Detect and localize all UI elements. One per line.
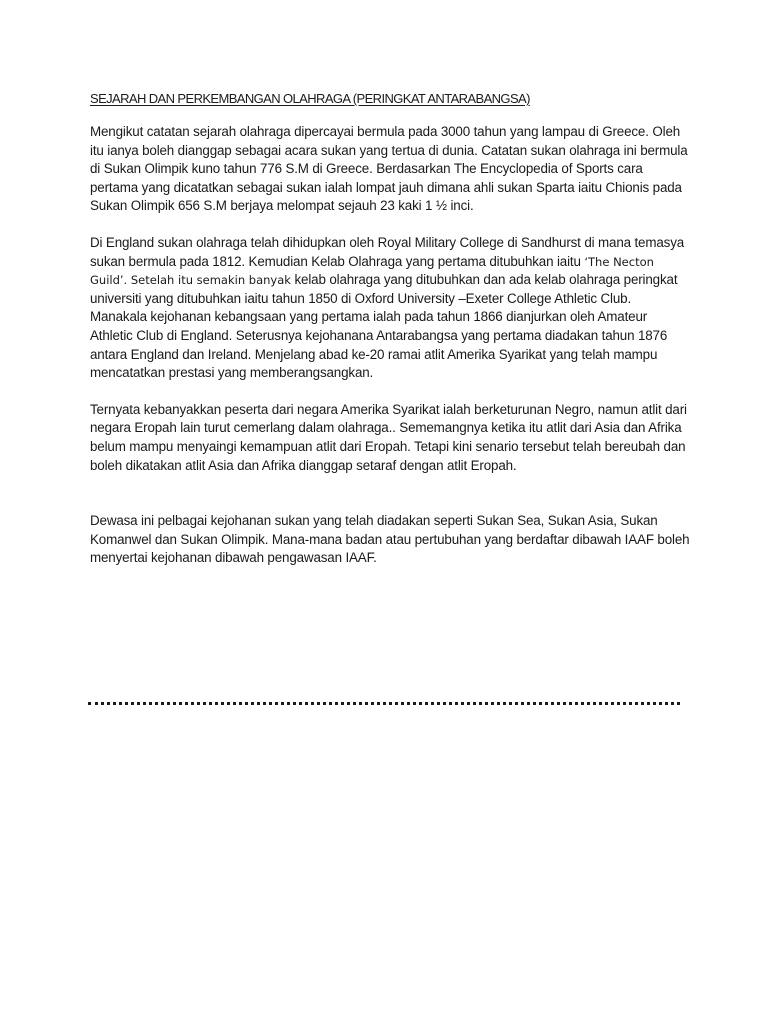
document-page: [90, 90, 690, 568]
document-title: SEJARAH DAN PERKEMBANGAN OLAHRAGA (PERINGKAT ANTARABANGSA): [90, 91, 530, 106]
paragraph-current-championships: Dewasa ini pelbagai kejohanan sukan yang telah diadakan seperti Sukan Sea, Sukan Asia, Sukan Komanwel dan Sukan Olimpik. Mana-mana badan atau pertubuhan yang berdaftar dibawah IAAF boleh menyertai kejohanan dibawah pengawasan IAAF.: [90, 513, 690, 566]
paragraph-england: [90, 234, 690, 383]
paragraph-england-part-3: kelab olahraga yang ditubuhkan dan ada kelab olahraga peringkat universiti yang ditubuhkan iaitu tahun 1850 di Oxford University –Exeter College Athletic Club. Manakala kejohanan kebangsaan yang pertama ialah pada tahun 1866 dianjurkan oleh Amateur Athletic Club di England. Seterusnya kejohanana Antarabangsa yang pertama diadakan tahun 1876 antara England dan Ireland. Menjelang abad ke-20 ramai atlit Amerika Syarikat yang telah mampu mencatatkan prestasi yang memberangsangkan.: [90, 272, 678, 381]
paragraph-participants: Ternyata kebanyakkan peserta dari negara Amerika Syarikat ialah berketurunan Negro, namun atlit dari negara Eropah lain turut cemerlang dalam olahraga.. Sememangnya ketika itu atlit dari Asia dan Afrika belum mampu menyaingi kemampuan atlit dari Eropah. Tetapi kini senario tersebut telah bereubah dan boleh dikatakan atlit Asia dan Afrika dianggap setaraf dengan atlit Eropah.: [90, 401, 687, 473]
paragraph-england-necton-guild: ‘The Necton Guild’. Setelah itu semakin banyak: [90, 254, 654, 288]
paragraph-england-part-1: Di England sukan olahraga telah dihidupkan oleh Royal Military College di Sandhurst di mana temasya sukan bermula pada 1812. Kemudian Kelab Olahraga yang pertama ditubuhkan iaitu: [90, 234, 685, 269]
dotted-divider: [88, 702, 680, 705]
paragraph-history-origin: Mengikut catatan sejarah olahraga dipercayai bermula pada 3000 tahun yang lampau di Greece. Oleh itu ianya boleh dianggap sebagai acara sukan yang tertua di dunia. Catatan sukan olahraga ini bermula di Sukan Olimpik kuno tahun 776 S.M di Greece. Berdasarkan The Encyclopedia of Sports cara pertama yang dicatatkan sebagai sukan ialah lompat jauh dimana ahli sukan Sparta iaitu Chionis pada Sukan Olimpik 656 S.M berjaya melompat sejauh 23 kaki 1 ½ inci.: [90, 124, 688, 214]
